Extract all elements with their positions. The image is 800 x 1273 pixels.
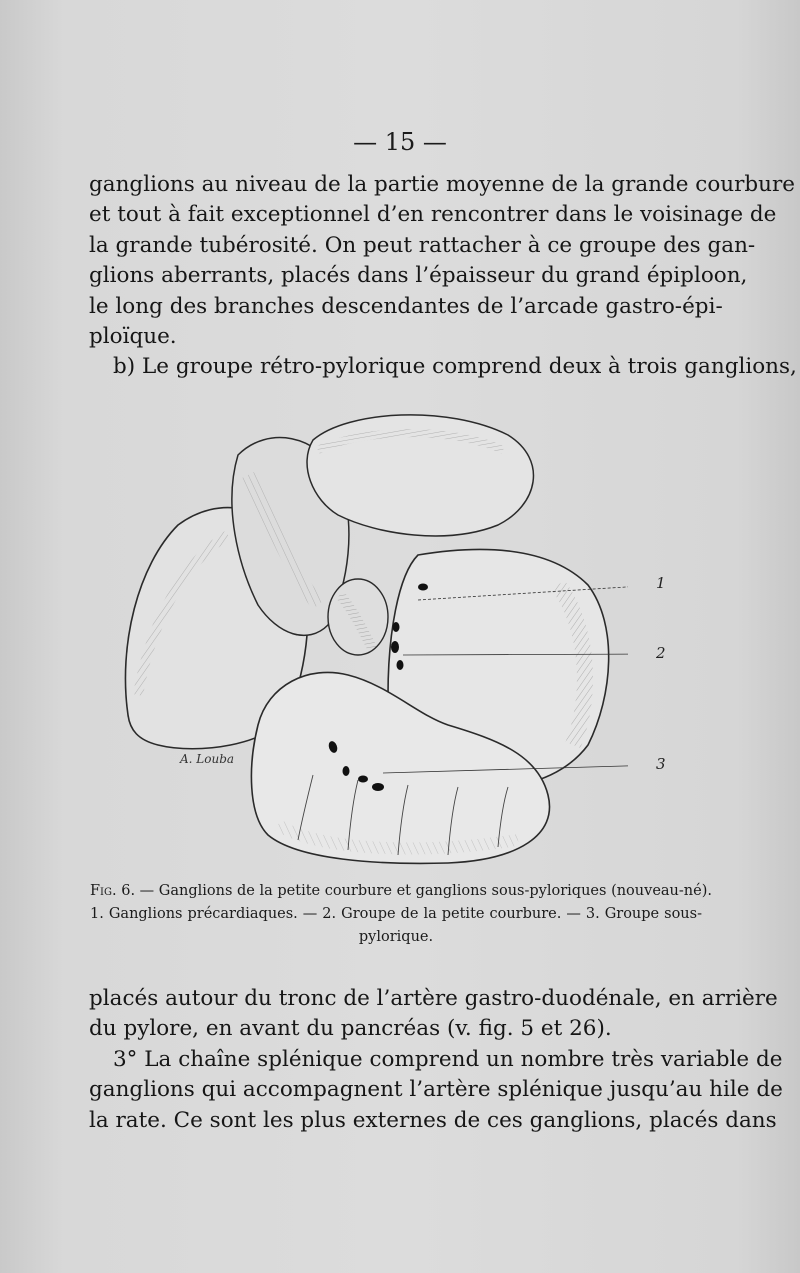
callout-3: 3 xyxy=(656,755,666,773)
text-line: glions aberrants, placés dans l’épaisseur du grand épiploon, xyxy=(89,263,748,289)
text-line: la rate. Ce sont les plus externes de ces ganglions, placés dans xyxy=(89,1107,777,1133)
paragraph-top xyxy=(89,170,797,383)
paragraph-bottom xyxy=(89,984,783,1136)
text-line: la grande tubérosité. On peut rattacher à ce groupe des gan- xyxy=(89,232,756,258)
anatomical-illustration xyxy=(118,395,628,870)
figure-label: Fig. 6. xyxy=(90,883,136,899)
text-line: placés autour du tronc de l’artère gastro-duodénale, en arrière xyxy=(89,986,778,1011)
text-line: du pylore, en avant du pancréas (v. fig. 5 et 26). xyxy=(89,1016,612,1042)
caption-title: — Ganglions de la petite courbure et ganglions sous-pyloriques (nouveau-né). xyxy=(135,883,712,899)
text-line: ploïque. xyxy=(89,323,177,349)
text-line: b) Le groupe rétro-pylorique comprend deux à trois ganglions, xyxy=(113,354,797,380)
text-line: 3° La chaîne splénique comprend un nombre très variable de xyxy=(113,1046,783,1072)
page-number: — 15 — xyxy=(353,128,447,156)
callout-1: 1 xyxy=(656,574,666,592)
figure-caption xyxy=(90,880,712,949)
stomach-drawing xyxy=(118,395,628,870)
artist-signature: A. Louba xyxy=(180,752,235,766)
text-line: le long des branches descendantes de l’arcade gastro-épi- xyxy=(89,293,723,319)
text-line: ganglions qui accompagnent l’artère splénique jusqu’au hile de xyxy=(89,1077,783,1103)
caption-line-2: 1. Ganglions précardiaques. — 2. Groupe de la petite courbure. — 3. Groupe sous- xyxy=(90,906,702,922)
callout-2: 2 xyxy=(656,644,666,662)
text-line: et tout à fait exceptionnel d’en rencontrer dans le voisinage de xyxy=(89,202,777,228)
text-line: ganglions au niveau de la partie moyenne de la grande courbure xyxy=(89,172,796,197)
caption-line-3: pylorique. xyxy=(358,929,434,945)
caption-line-1 xyxy=(90,880,712,903)
